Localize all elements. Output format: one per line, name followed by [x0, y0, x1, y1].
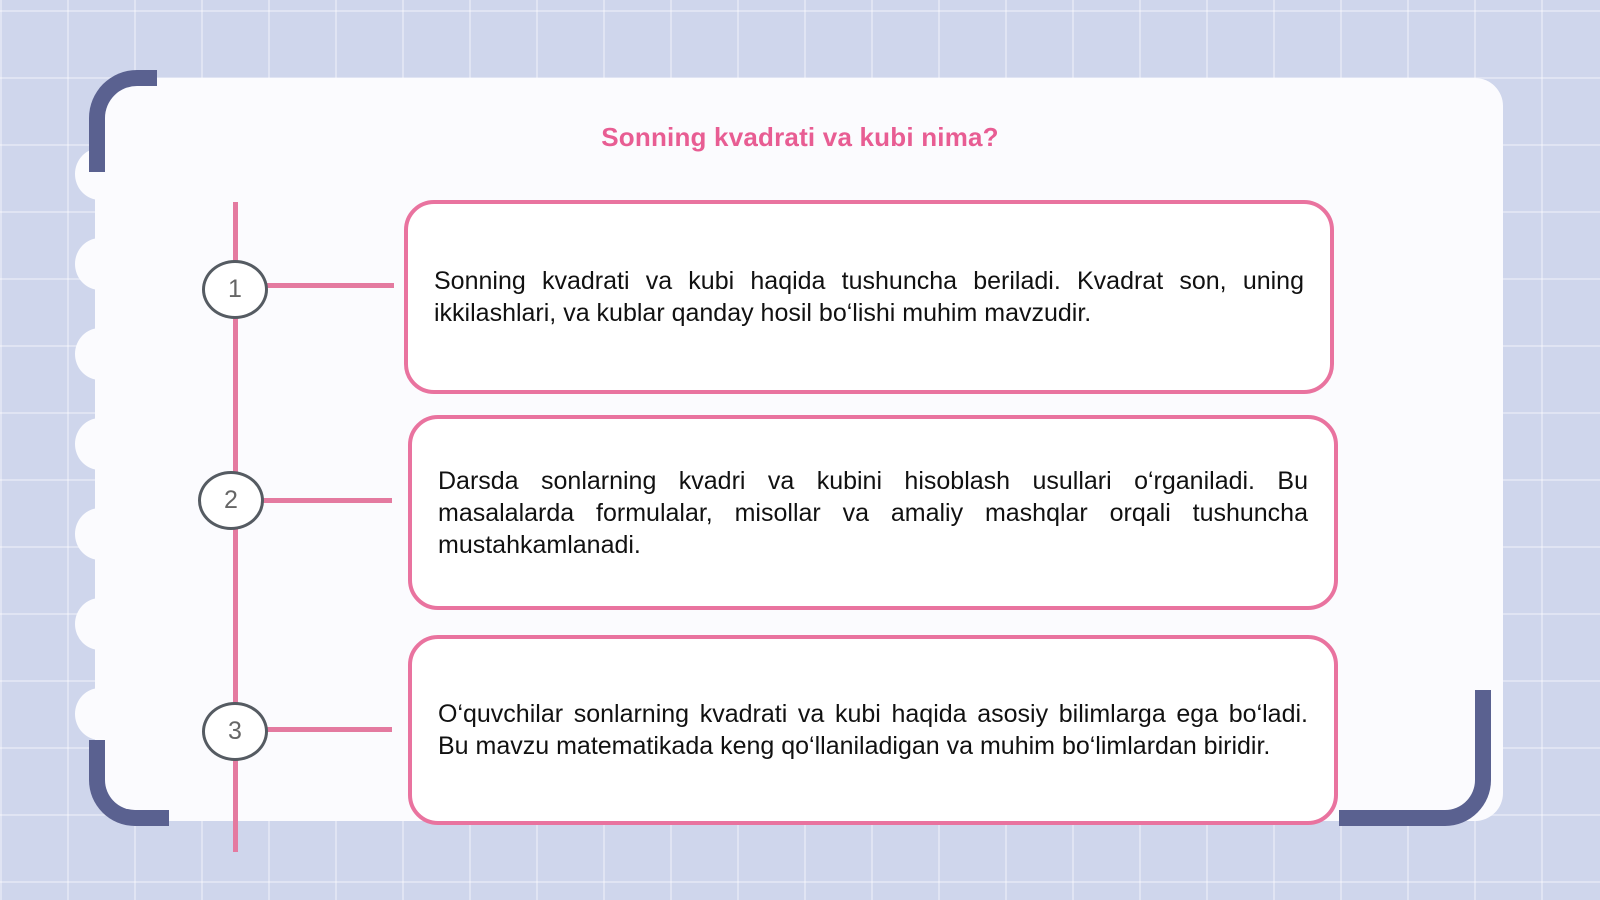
notebook-bump — [75, 688, 125, 740]
timeline-connector-1 — [262, 283, 394, 288]
timeline-connector-3 — [262, 727, 392, 732]
corner-bracket-bottom-right — [1339, 690, 1491, 826]
notebook-bump — [75, 508, 125, 560]
notebook-bump — [75, 598, 125, 650]
corner-bracket-top-left — [89, 70, 157, 172]
step-text-3: O‘quvchilar sonlarning kvadrati va kubi haqida asosiy bilimlarga ega bo‘ladi. Bu mavzu matematikada keng qo‘llaniladigan va muhim bo‘limlardan biridir. — [438, 700, 1308, 760]
step-number-1: 1 — [202, 260, 268, 319]
step-text-1: Sonning kvadrati va kubi haqida tushuncha beriladi. Kvadrat son, uning ikkilashlari, va kublar qanday hosil bo‘lishi muhim mavzudir. — [434, 267, 1304, 327]
step-box-1 — [404, 200, 1334, 394]
step-text-2: Darsda sonlarning kvadri va kubini hisoblash usullari o‘rganiladi. Bu masalalarda formulalar, misollar va amaliy mashqlar orqali tushuncha mustahkamlanadi. — [438, 466, 1308, 559]
notebook-bump — [75, 328, 125, 380]
step-number-2: 2 — [198, 471, 264, 530]
step-box-3 — [408, 635, 1338, 825]
timeline-connector-2 — [258, 498, 392, 503]
slide-title: Sonning kvadrati va kubi nima? — [601, 122, 999, 152]
notebook-bump — [75, 238, 125, 290]
step-box-2 — [408, 415, 1338, 610]
step-number-3: 3 — [202, 702, 268, 761]
notebook-bump — [75, 418, 125, 470]
corner-bracket-bottom-left — [89, 740, 169, 826]
